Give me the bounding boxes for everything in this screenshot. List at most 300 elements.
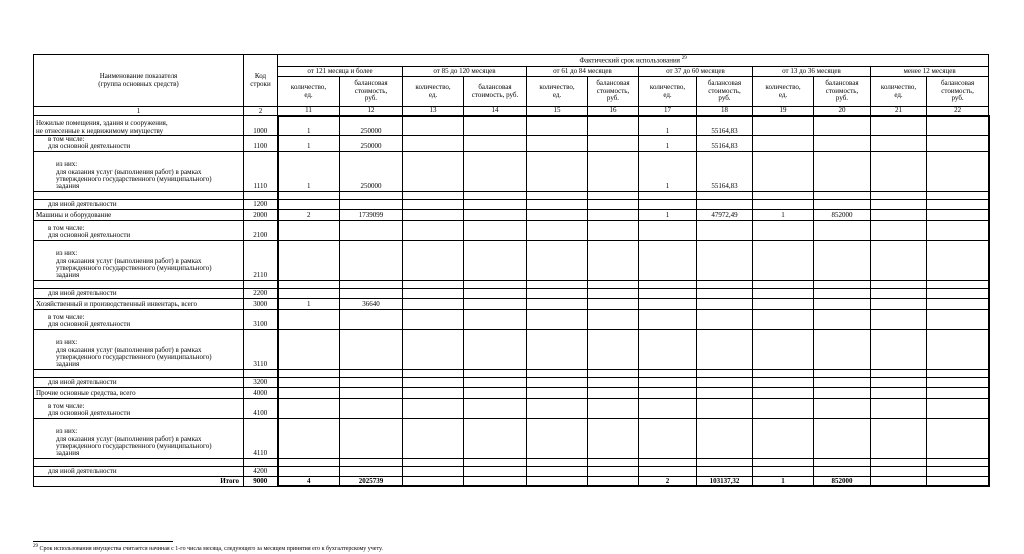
row-name [34,369,244,377]
header-quantity: количество, ед. [403,77,464,107]
row-name: в том числе: для основной деятельности [34,398,244,418]
value-cell [697,398,753,418]
value-cell [588,309,639,329]
value-cell [464,240,527,280]
value-cell [340,466,403,476]
value-cell [871,309,927,329]
value-cell [588,298,639,309]
value-cell [278,369,340,377]
row-code: 2000 [244,209,278,220]
header-period-2: от 85 до 120 месяцев [403,67,527,77]
value-cell [588,466,639,476]
value-cell [527,329,588,369]
value-cell [927,298,989,309]
row-code: 3200 [244,377,278,387]
value-cell [464,280,527,288]
row-name: в том числе: для основной деятельности [34,220,244,240]
value-cell [464,151,527,191]
table-row [34,199,989,209]
value-cell [278,329,340,369]
footnote-divider [33,541,173,542]
value-cell [639,240,697,280]
value-cell [697,240,753,280]
value-cell [403,418,464,458]
value-cell [588,329,639,369]
value-cell: 2025739 [340,476,403,486]
value-cell [588,387,639,398]
value-cell [588,199,639,209]
column-number: 1 [34,107,244,116]
value-cell [588,458,639,466]
value-cell [340,220,403,240]
value-cell [697,369,753,377]
table-row [34,288,989,298]
value-cell [927,309,989,329]
value-cell [403,458,464,466]
row-code: 2110 [244,240,278,280]
table-row [34,369,989,377]
value-cell [697,288,753,298]
value-cell [340,280,403,288]
value-cell [340,288,403,298]
value-cell [753,458,814,466]
row-name [34,280,244,288]
value-cell [527,466,588,476]
row-name: из них: для оказания услуг (выполнения работ) в рамках утвержденного государственного (муниципального) задания [34,151,244,191]
value-cell: 55164,83 [697,136,753,152]
header-code-column: Код строки [244,55,278,107]
value-cell [527,398,588,418]
value-cell [527,151,588,191]
value-cell [871,476,927,486]
value-cell: 250000 [340,151,403,191]
value-cell [814,136,871,152]
value-cell [527,136,588,152]
value-cell [340,369,403,377]
value-cell [464,476,527,486]
value-cell [927,220,989,240]
value-cell [464,209,527,220]
value-cell [927,476,989,486]
value-cell [278,191,340,199]
value-cell [927,191,989,199]
value-cell [464,298,527,309]
value-cell [588,377,639,387]
value-cell: 1 [278,151,340,191]
row-name: Нежилые помещения, здания и сооружения, не отнесенные к недвижимому имуществу [34,116,244,136]
value-cell [588,240,639,280]
header-usage-period-group: Фактический срок использования $^{29}$ [278,55,989,67]
value-cell [814,220,871,240]
value-cell [753,466,814,476]
value-cell [753,288,814,298]
value-cell [753,298,814,309]
row-name: Машины и оборудование [34,209,244,220]
value-cell [639,309,697,329]
value-cell: 250000 [340,136,403,152]
value-cell: 1 [278,136,340,152]
table-row [34,458,989,466]
column-number: 13 [403,107,464,116]
value-cell [697,280,753,288]
value-cell [927,151,989,191]
value-cell [871,387,927,398]
value-cell [927,116,989,136]
value-cell [588,151,639,191]
value-cell [871,369,927,377]
header-book-value: балансовая стоимость, руб. [697,77,753,107]
value-cell [697,466,753,476]
header-book-value: балансовая стоимость, руб. [927,77,989,107]
value-cell [403,240,464,280]
value-cell [697,387,753,398]
value-cell: 103137,32 [697,476,753,486]
value-cell [697,458,753,466]
value-cell [814,377,871,387]
value-cell [871,191,927,199]
value-cell [403,377,464,387]
value-cell [588,398,639,418]
column-number: 20 [814,107,871,116]
value-cell [588,418,639,458]
table-row [34,329,989,369]
value-cell [753,387,814,398]
value-cell [527,418,588,458]
value-cell [588,191,639,199]
value-cell [527,288,588,298]
value-cell [278,418,340,458]
value-cell [278,220,340,240]
row-name: Прочие основные средства, всего [34,387,244,398]
value-cell [278,387,340,398]
row-name: Хозяйственный и производственный инвентарь, всего [34,298,244,309]
value-cell [927,387,989,398]
value-cell [927,240,989,280]
value-cell: 2 [639,476,697,486]
header-book-value: балансовая стоимость, руб. [340,77,403,107]
value-cell [464,329,527,369]
value-cell [753,191,814,199]
value-cell [588,220,639,240]
value-cell [403,209,464,220]
value-cell [639,458,697,466]
value-cell [814,369,871,377]
value-cell [278,240,340,280]
table-row [34,151,989,191]
value-cell [527,220,588,240]
value-cell [697,418,753,458]
value-cell [753,199,814,209]
value-cell: 1 [639,136,697,152]
value-cell [403,298,464,309]
row-code [244,458,278,466]
value-cell [464,116,527,136]
value-cell [871,398,927,418]
value-cell [753,418,814,458]
row-code: 3000 [244,298,278,309]
row-code: 4000 [244,387,278,398]
value-cell [527,191,588,199]
value-cell [871,280,927,288]
value-cell [753,309,814,329]
table-row [34,298,989,309]
value-cell [527,377,588,387]
value-cell [464,466,527,476]
value-cell [639,288,697,298]
value-cell [814,466,871,476]
value-cell [464,199,527,209]
value-cell [340,387,403,398]
column-number: 21 [871,107,927,116]
value-cell [639,220,697,240]
value-cell [871,151,927,191]
value-cell [753,377,814,387]
value-cell: 55164,83 [697,116,753,136]
row-name: для иной деятельности [34,377,244,387]
value-cell [527,298,588,309]
value-cell [639,199,697,209]
row-name: для иной деятельности [34,466,244,476]
value-cell [340,199,403,209]
column-number: 2 [244,107,278,116]
header-quantity: количество, ед. [753,77,814,107]
value-cell [871,209,927,220]
column-number: 22 [927,107,989,116]
value-cell [927,466,989,476]
table-row [34,280,989,288]
fixed-assets-report-table [33,54,990,487]
table-row [34,377,989,387]
row-name: из них: для оказания услуг (выполнения работ) в рамках утвержденного государственного (муниципального) задания [34,329,244,369]
row-name [34,458,244,466]
row-code: 1200 [244,199,278,209]
row-name [34,191,244,199]
value-cell [403,220,464,240]
header-name-column: Наименование показателя (группа основных средств) [34,55,244,107]
header-book-value: балансовая стоимость, руб. [464,77,527,107]
value-cell [814,240,871,280]
value-cell: 1 [278,298,340,309]
value-cell: 1 [639,116,697,136]
value-cell [464,398,527,418]
value-cell [588,288,639,298]
value-cell [753,116,814,136]
value-cell: 4 [278,476,340,486]
value-cell [403,398,464,418]
value-cell [814,387,871,398]
column-number: 16 [588,107,639,116]
value-cell: 47972,49 [697,209,753,220]
value-cell [278,280,340,288]
row-code: 4100 [244,398,278,418]
value-cell [639,418,697,458]
row-code: 3100 [244,309,278,329]
value-cell [340,240,403,280]
value-cell [403,199,464,209]
table-row [34,418,989,458]
value-cell [340,329,403,369]
row-code: 1000 [244,116,278,136]
value-cell [814,298,871,309]
value-cell [871,199,927,209]
column-number: 17 [639,107,697,116]
value-cell [403,329,464,369]
value-cell [753,151,814,191]
value-cell [814,199,871,209]
header-period-6: менее 12 месяцев [871,67,989,77]
table-row [34,191,989,199]
header-period-4: от 37 до 60 месяцев [639,67,753,77]
row-code [244,369,278,377]
value-cell [340,398,403,418]
value-cell [639,280,697,288]
row-name: для иной деятельности [34,288,244,298]
value-cell: 1 [753,209,814,220]
value-cell [871,458,927,466]
table-row [34,116,989,136]
value-cell [464,458,527,466]
value-cell [340,377,403,387]
table-row [34,136,989,152]
value-cell [814,398,871,418]
value-cell [927,209,989,220]
header-book-value: балансовая стоимость, руб. [814,77,871,107]
table-row [34,209,989,220]
value-cell [927,458,989,466]
value-cell [927,280,989,288]
value-cell [697,191,753,199]
value-cell [464,377,527,387]
value-cell [278,466,340,476]
value-cell [814,418,871,458]
column-number: 14 [464,107,527,116]
value-cell [340,418,403,458]
row-name: в том числе: для основной деятельности [34,309,244,329]
value-cell [814,280,871,288]
value-cell [527,476,588,486]
row-code: 4200 [244,466,278,476]
header-quantity: количество, ед. [871,77,927,107]
value-cell: 1 [639,151,697,191]
value-cell [403,466,464,476]
value-cell [697,199,753,209]
value-cell [814,309,871,329]
column-number: 19 [753,107,814,116]
row-code: 1110 [244,151,278,191]
value-cell [527,369,588,377]
row-code: 2200 [244,288,278,298]
header-period-5: от 13 до 36 месяцев [753,67,871,77]
value-cell [340,309,403,329]
value-cell [588,209,639,220]
value-cell [871,240,927,280]
row-code [244,191,278,199]
value-cell [278,288,340,298]
table-row [34,398,989,418]
value-cell [464,191,527,199]
value-cell [753,240,814,280]
value-cell [340,191,403,199]
header-period-1: от 121 месяца и более [278,67,403,77]
value-cell [639,387,697,398]
value-cell [403,369,464,377]
value-cell [927,288,989,298]
value-cell [639,329,697,369]
value-cell [871,298,927,309]
value-cell [814,288,871,298]
value-cell [697,309,753,329]
value-cell [527,387,588,398]
value-cell [639,191,697,199]
value-cell [403,151,464,191]
header-quantity: количество, ед. [278,77,340,107]
value-cell [753,369,814,377]
row-name: из них: для оказания услуг (выполнения работ) в рамках утвержденного государственного (муниципального) задания [34,240,244,280]
value-cell: 36640 [340,298,403,309]
value-cell [527,280,588,288]
value-cell [871,418,927,458]
value-cell [753,136,814,152]
value-cell [639,377,697,387]
value-cell [278,199,340,209]
value-cell [639,466,697,476]
header-quantity: количество, ед. [527,77,588,107]
value-cell [697,377,753,387]
row-name: из них: для оказания услуг (выполнения работ) в рамках утвержденного государственного (муниципального) задания [34,418,244,458]
value-cell [527,199,588,209]
value-cell [464,369,527,377]
value-cell [278,398,340,418]
value-cell [588,476,639,486]
column-number: 18 [697,107,753,116]
value-cell: 852000 [814,476,871,486]
row-code: 3110 [244,329,278,369]
value-cell [527,209,588,220]
value-cell [814,191,871,199]
value-cell [588,369,639,377]
value-cell [697,220,753,240]
value-cell [871,377,927,387]
value-cell: 1 [278,116,340,136]
value-cell [527,458,588,466]
value-cell [588,136,639,152]
value-cell [464,309,527,329]
value-cell: 250000 [340,116,403,136]
column-number: 15 [527,107,588,116]
value-cell [340,458,403,466]
value-cell [403,191,464,199]
value-cell [697,329,753,369]
value-cell [814,151,871,191]
total-row [34,476,989,486]
value-cell [814,329,871,369]
value-cell [464,387,527,398]
row-code [244,280,278,288]
value-cell [814,458,871,466]
header-quantity: количество, ед. [639,77,697,107]
row-name: в том числе: для основной деятельности [34,136,244,152]
table-row [34,387,989,398]
value-cell: 2 [278,209,340,220]
value-cell [464,418,527,458]
value-cell [403,476,464,486]
table-row [34,220,989,240]
header-period-3: от 61 до 84 месяцев [527,67,639,77]
value-cell [403,309,464,329]
table-row [34,466,989,476]
value-cell: 1 [753,476,814,486]
value-cell [464,136,527,152]
